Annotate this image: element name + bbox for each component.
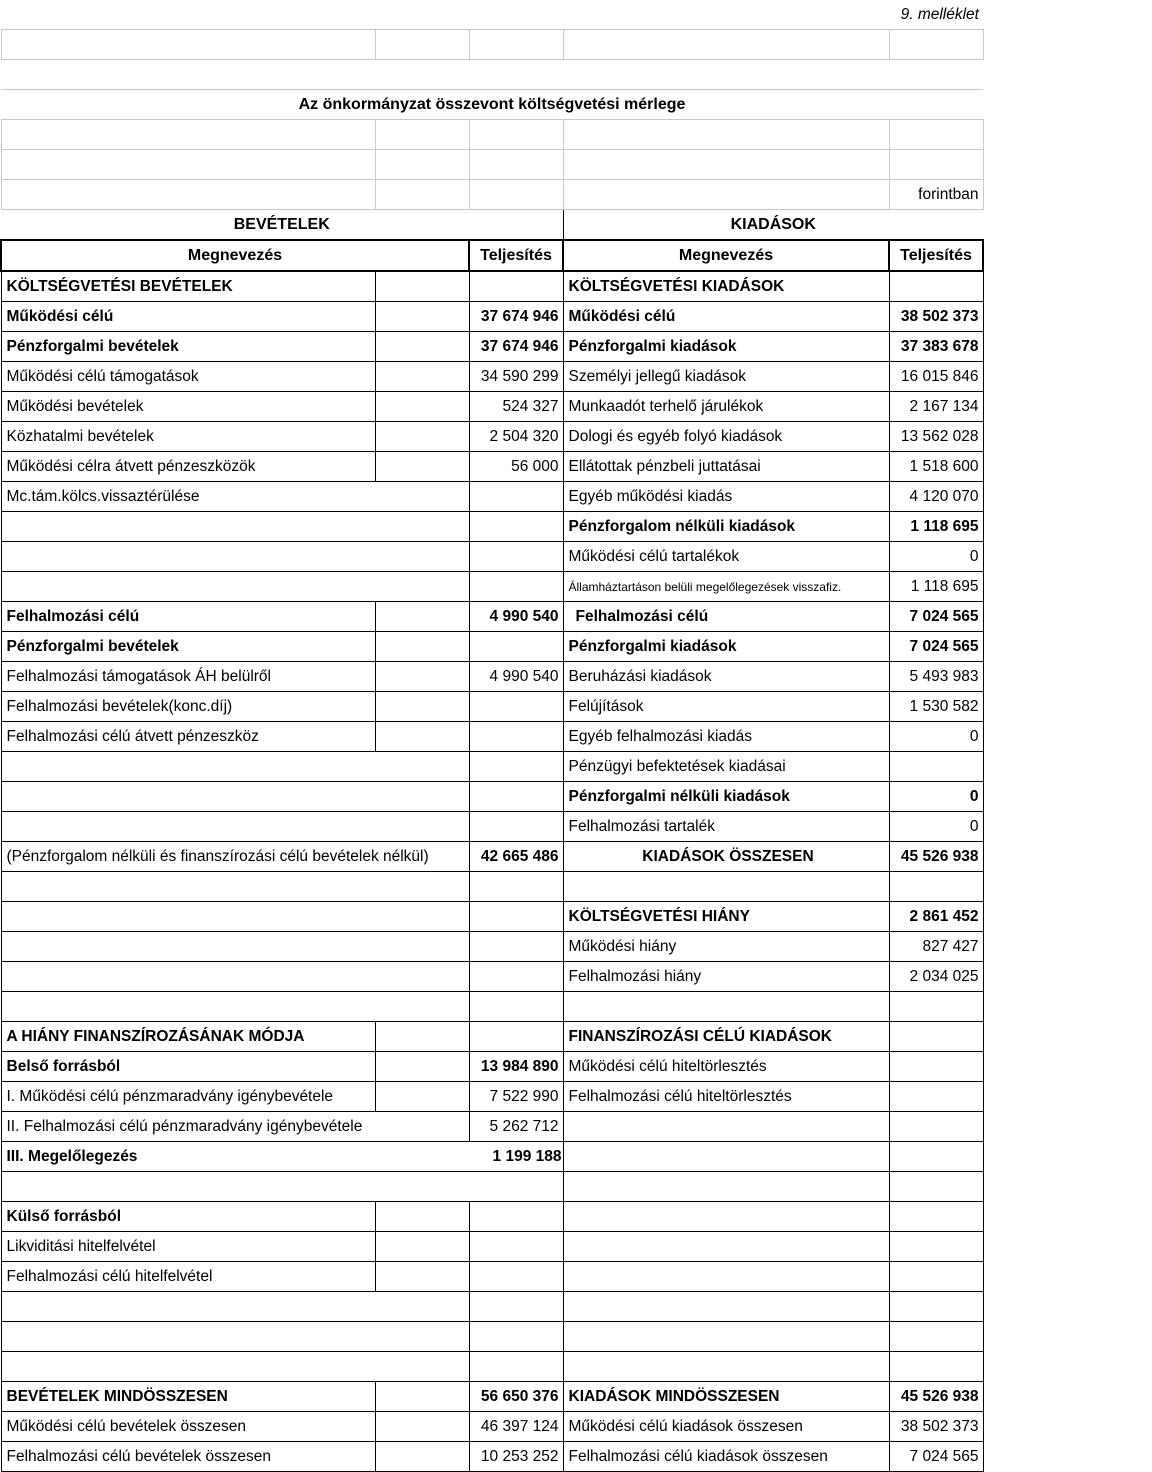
table-row — [1, 1172, 983, 1202]
spacer-row — [1, 150, 983, 180]
left-desc-cell: Felhalmozási támogatások ÁH belülről — [1, 662, 375, 692]
right-desc-cell: Államháztartáson belüli megelőlegezések visszafiz. — [563, 572, 889, 602]
left-name-column-header: Megnevezés — [1, 240, 469, 271]
empty-cell — [563, 180, 889, 210]
right-desc-cell: FINANSZÍROZÁSI CÉLÚ KIADÁSOK — [563, 1022, 889, 1052]
right-desc-cell: Dologi és egyéb folyó kiadások — [563, 422, 889, 452]
empty-cell — [1, 60, 983, 90]
left-value-cell: 37 674 946 — [469, 332, 563, 362]
table-row — [1, 812, 983, 842]
table-row — [1, 1412, 983, 1442]
left-mid-cell — [375, 452, 469, 482]
right-desc-cell: Felhalmozási célú kiadások összesen — [563, 1442, 889, 1472]
table-row — [1, 722, 983, 752]
right-value-cell — [889, 1082, 983, 1112]
right-value-cell: 1 118 695 — [889, 572, 983, 602]
attachment-row — [1, 0, 983, 30]
right-desc-cell: Felhalmozási célú — [563, 602, 889, 632]
left-value-cell — [469, 1322, 563, 1352]
right-desc-cell: Pénzforgalmi kiadások — [563, 332, 889, 362]
right-value-cell: 0 — [889, 782, 983, 812]
right-value-cell: 2 861 452 — [889, 902, 983, 932]
right-value-cell: 1 518 600 — [889, 452, 983, 482]
right-value-cell: 38 502 373 — [889, 1412, 983, 1442]
page-title: Az önkormányzat összevont költségvetési mérlege — [1, 90, 983, 120]
right-value-cell — [889, 992, 983, 1022]
right-value-cell — [889, 1202, 983, 1232]
right-desc-cell — [563, 1322, 889, 1352]
right-value-cell — [889, 1052, 983, 1082]
left-desc-cell — [1, 512, 469, 542]
right-desc-cell — [563, 1172, 889, 1202]
left-desc-cell: (Pénzforgalom nélküli és finanszírozási célú bevételek nélkül) — [1, 842, 469, 872]
left-value-cell — [469, 632, 563, 662]
left-desc-cell: I. Működési célú pénzmaradvány igénybevétele — [1, 1082, 375, 1112]
left-value-cell: 5 262 712 — [469, 1112, 563, 1142]
left-desc-cell — [1, 872, 469, 902]
empty-cell — [469, 120, 563, 150]
left-value-cell — [469, 572, 563, 602]
empty-cell — [889, 30, 983, 60]
right-value-cell: 827 427 — [889, 932, 983, 962]
left-desc-cell: KÖLTSÉGVETÉSI BEVÉTELEK — [1, 271, 375, 302]
table-row — [1, 332, 983, 362]
table-row — [1, 392, 983, 422]
empty-cell — [1, 180, 375, 210]
left-value-cell: 46 397 124 — [469, 1412, 563, 1442]
left-desc-cell — [1, 1352, 469, 1382]
right-value-cell — [889, 1112, 983, 1142]
empty-cell — [375, 150, 469, 180]
right-desc-cell: Pénzforgalmi kiadások — [563, 632, 889, 662]
left-value-cell: 4 990 540 — [469, 602, 563, 632]
spacer-row — [1, 30, 983, 60]
right-value-cell: 2 034 025 — [889, 962, 983, 992]
left-value-cell — [469, 752, 563, 782]
left-mid-cell — [375, 422, 469, 452]
right-desc-cell — [563, 1232, 889, 1262]
right-value-cell: 45 526 938 — [889, 1382, 983, 1412]
left-value-cell — [469, 482, 563, 512]
left-value-cell — [469, 902, 563, 932]
empty-cell — [375, 120, 469, 150]
table-row — [1, 1202, 983, 1232]
left-desc: III. Megelőlegezés — [6, 1147, 138, 1165]
left-value-column-header: Teljesítés — [469, 240, 563, 271]
left-desc-cell: Felhalmozási bevételek(konc.díj) — [1, 692, 375, 722]
table-row — [1, 482, 983, 512]
table-row — [1, 842, 983, 872]
right-desc-cell: Pénzforgalmi nélküli kiadások — [563, 782, 889, 812]
column-header-row — [1, 240, 983, 271]
right-value-cell: 0 — [889, 722, 983, 752]
right-value-cell: 7 024 565 — [889, 602, 983, 632]
empty-cell — [889, 120, 983, 150]
right-value-cell: 38 502 373 — [889, 302, 983, 332]
empty-cell — [469, 150, 563, 180]
left-desc-cell — [1, 542, 469, 572]
left-desc-cell: Működési célú támogatások — [1, 362, 375, 392]
right-value-cell: 1 118 695 — [889, 512, 983, 542]
left-mid-cell — [375, 1022, 469, 1052]
right-value-cell — [889, 1142, 983, 1172]
table-row — [1, 872, 983, 902]
table-row — [1, 271, 983, 302]
empty-cell — [563, 150, 889, 180]
left-desc-cell: Felhalmozási célú bevételek összesen — [1, 1442, 375, 1472]
left-value-cell — [469, 542, 563, 572]
right-desc-cell: Felhalmozási célú hiteltörlesztés — [563, 1082, 889, 1112]
table-row — [1, 962, 983, 992]
right-desc-cell — [563, 1202, 889, 1232]
table-row — [1, 452, 983, 482]
left-value-cell: 34 590 299 — [469, 362, 563, 392]
table-row — [1, 782, 983, 812]
table-row — [1, 422, 983, 452]
right-value-cell — [889, 271, 983, 302]
left-value-cell — [469, 872, 563, 902]
left-desc-cell — [1, 1292, 469, 1322]
right-desc-cell — [563, 992, 889, 1022]
left-value-cell: 4 990 540 — [469, 662, 563, 692]
right-desc-cell — [563, 1292, 889, 1322]
empty-cell — [563, 30, 889, 60]
left-mid-cell — [375, 362, 469, 392]
left-desc-cell — [1, 812, 469, 842]
left-value-cell — [469, 1232, 563, 1262]
empty-cell — [469, 30, 563, 60]
table-row — [1, 1382, 983, 1412]
left-merged-cell — [1, 1142, 563, 1172]
table-row — [1, 602, 983, 632]
empty-cell — [889, 150, 983, 180]
left-value-cell: 42 665 486 — [469, 842, 563, 872]
left-desc-cell: Működési célra átvett pénzeszközök — [1, 452, 375, 482]
left-value-cell — [469, 1292, 563, 1322]
right-desc-cell: Pénzügyi befektetések kiadásai — [563, 752, 889, 782]
right-desc-cell — [563, 1352, 889, 1382]
left-mid-cell — [375, 1232, 469, 1262]
right-value-cell: 0 — [889, 812, 983, 842]
left-mid-cell — [375, 1412, 469, 1442]
left-desc-cell — [1, 932, 469, 962]
left-mid-cell — [375, 1052, 469, 1082]
right-value-cell — [889, 752, 983, 782]
revenues-section-header: BEVÉTELEK — [1, 210, 563, 241]
left-mid-cell — [375, 692, 469, 722]
left-desc-cell: Likviditási hitelfelvétel — [1, 1232, 375, 1262]
left-merged-cell — [1, 1172, 563, 1202]
left-mid-cell — [375, 662, 469, 692]
right-value-cell — [889, 1232, 983, 1262]
right-desc-cell: Ellátottak pénzbeli juttatásai — [563, 452, 889, 482]
left-value-cell: 10 253 252 — [469, 1442, 563, 1472]
table-row — [1, 902, 983, 932]
left-value-cell — [469, 812, 563, 842]
left-desc-cell: A HIÁNY FINANSZÍROZÁSÁNAK MÓDJA — [1, 1022, 375, 1052]
right-desc-cell: KÖLTSÉGVETÉSI KIADÁSOK — [563, 271, 889, 302]
left-desc-cell — [1, 962, 469, 992]
left-mid-cell — [375, 602, 469, 632]
right-value-cell: 37 383 678 — [889, 332, 983, 362]
left-mid-cell — [375, 1382, 469, 1412]
left-mid-cell — [375, 392, 469, 422]
left-desc-cell: Pénzforgalmi bevételek — [1, 332, 375, 362]
table-row — [1, 302, 983, 332]
right-value-cell: 4 120 070 — [889, 482, 983, 512]
left-value-cell: 56 650 376 — [469, 1382, 563, 1412]
right-desc-cell: KÖLTSÉGVETÉSI HIÁNY — [563, 902, 889, 932]
table-row — [1, 662, 983, 692]
left-desc-cell: Felhalmozási célú hitelfelvétel — [1, 1262, 375, 1292]
table-row — [1, 1322, 983, 1352]
right-desc-cell: Felhalmozási tartalék — [563, 812, 889, 842]
right-value-cell — [889, 1262, 983, 1292]
left-value-cell — [469, 271, 563, 302]
table-row — [1, 1052, 983, 1082]
empty-cell — [563, 120, 889, 150]
table-row — [1, 752, 983, 782]
right-desc-cell: KIADÁSOK MINDÖSSZESEN — [563, 1382, 889, 1412]
left-desc-cell: Pénzforgalmi bevételek — [1, 632, 375, 662]
table-row — [1, 362, 983, 392]
left-mid-cell — [375, 1202, 469, 1232]
right-desc-cell: Személyi jellegű kiadások — [563, 362, 889, 392]
table-row — [1, 992, 983, 1022]
left-value-cell: 13 984 890 — [469, 1052, 563, 1082]
table-row — [1, 932, 983, 962]
table-row — [1, 692, 983, 722]
left-desc-cell: Közhatalmi bevételek — [1, 422, 375, 452]
left-value-cell — [469, 722, 563, 752]
table-row — [1, 1142, 983, 1172]
left-value-cell: 56 000 — [469, 452, 563, 482]
table-body — [1, 0, 983, 1472]
table-row — [1, 1232, 983, 1262]
left-desc-cell: BEVÉTELEK MINDÖSSZESEN — [1, 1382, 375, 1412]
unit-row — [1, 180, 983, 210]
spacer-row — [1, 120, 983, 150]
left-desc-cell: Működési bevételek — [1, 392, 375, 422]
left-value-cell — [469, 932, 563, 962]
left-desc-cell: Működési célú — [1, 302, 375, 332]
left-value-cell: 7 522 990 — [469, 1082, 563, 1112]
right-value-cell: 0 — [889, 542, 983, 572]
right-desc-cell: Felújítások — [563, 692, 889, 722]
left-value-cell: 524 327 — [469, 392, 563, 422]
right-desc-cell: Működési célú kiadások összesen — [563, 1412, 889, 1442]
right-desc-cell — [563, 872, 889, 902]
right-value-cell: 45 526 938 — [889, 842, 983, 872]
right-value-cell: 16 015 846 — [889, 362, 983, 392]
left-value-cell — [469, 1202, 563, 1232]
table-row — [1, 572, 983, 602]
left-mid-cell — [375, 632, 469, 662]
left-mid-cell — [375, 271, 469, 302]
left-mid-cell — [375, 302, 469, 332]
left-value-cell — [469, 692, 563, 722]
left-value-cell — [469, 512, 563, 542]
left-desc-cell: Külső forrásból — [1, 1202, 375, 1232]
right-desc-cell — [563, 1262, 889, 1292]
left-value-cell — [469, 992, 563, 1022]
left-desc-cell — [1, 902, 469, 932]
expenditures-section-header: KIADÁSOK — [563, 210, 983, 241]
unit-label: forintban — [889, 180, 983, 210]
left-desc-cell: Működési célú bevételek összesen — [1, 1412, 375, 1442]
right-value-cell: 7 024 565 — [889, 632, 983, 662]
right-value-cell: 13 562 028 — [889, 422, 983, 452]
left-mid-cell — [375, 1082, 469, 1112]
right-desc-cell: Egyéb felhalmozási kiadás — [563, 722, 889, 752]
table-row — [1, 1112, 983, 1142]
left-value-cell: 37 674 946 — [469, 302, 563, 332]
right-value-cell — [889, 872, 983, 902]
left-mid-cell — [375, 1262, 469, 1292]
right-desc-cell — [563, 1112, 889, 1142]
left-desc-cell — [1, 572, 469, 602]
right-value-cell: 2 167 134 — [889, 392, 983, 422]
left-desc-cell: Felhalmozási célú átvett pénzeszköz — [1, 722, 375, 752]
right-desc-cell: Munkaadót terhelő járulékok — [563, 392, 889, 422]
right-desc-cell: Beruházási kiadások — [563, 662, 889, 692]
left-desc-cell: Belső forrásból — [1, 1052, 375, 1082]
section-header-row — [1, 210, 983, 241]
title-row — [1, 90, 983, 120]
table-row — [1, 542, 983, 572]
left-value-cell — [469, 782, 563, 812]
right-desc-cell: Működési hiány — [563, 932, 889, 962]
left-value-cell: 2 504 320 — [469, 422, 563, 452]
left-value-cell — [469, 1352, 563, 1382]
left-desc-cell — [1, 782, 469, 812]
right-value-cell — [889, 1022, 983, 1052]
table-row — [1, 1352, 983, 1382]
empty-cell — [375, 30, 469, 60]
left-value: 1 199 188 — [492, 1147, 562, 1165]
left-value-cell — [469, 1022, 563, 1052]
right-value-cell — [889, 1322, 983, 1352]
empty-cell — [1, 30, 375, 60]
left-desc-cell — [1, 992, 469, 1022]
left-mid-cell — [375, 1442, 469, 1472]
empty-cell — [375, 180, 469, 210]
right-desc-cell: Működési célú tartalékok — [563, 542, 889, 572]
empty-cell — [1, 150, 375, 180]
right-value-cell: 7 024 565 — [889, 1442, 983, 1472]
left-desc-cell: II. Felhalmozási célú pénzmaradvány igénybevétele — [1, 1112, 469, 1142]
spacer-row — [1, 60, 983, 90]
left-value-cell — [469, 1262, 563, 1292]
right-name-column-header: Megnevezés — [563, 240, 889, 271]
left-desc-cell — [1, 1322, 469, 1352]
right-desc-cell: KIADÁSOK ÖSSZESEN — [563, 842, 889, 872]
table-row — [1, 512, 983, 542]
right-value-cell: 5 493 983 — [889, 662, 983, 692]
table-row — [1, 1022, 983, 1052]
table-row — [1, 1082, 983, 1112]
right-value-cell — [889, 1172, 983, 1202]
table-row — [1, 1442, 983, 1472]
right-desc-cell: Pénzforgalom nélküli kiadások — [563, 512, 889, 542]
empty-cell — [469, 180, 563, 210]
table-row — [1, 632, 983, 662]
right-desc-cell: Működési célú hiteltörlesztés — [563, 1052, 889, 1082]
table-row — [1, 1292, 983, 1322]
right-desc-cell: Működési célú — [563, 302, 889, 332]
right-desc-cell — [563, 1142, 889, 1172]
left-desc-cell: Felhalmozási célú — [1, 602, 375, 632]
right-desc-cell: Felhalmozási hiány — [563, 962, 889, 992]
attachment-label: 9. melléklet — [1, 0, 983, 30]
right-value-cell: 1 530 582 — [889, 692, 983, 722]
left-mid-cell — [375, 332, 469, 362]
left-desc-cell: Mc.tám.kölcs.vissaztérülése — [1, 482, 469, 512]
left-mid-cell — [375, 722, 469, 752]
empty-cell — [1, 120, 375, 150]
right-value-cell — [889, 1352, 983, 1382]
left-desc-cell — [1, 752, 469, 782]
right-desc-cell: Egyéb működési kiadás — [563, 482, 889, 512]
left-value-cell — [469, 962, 563, 992]
right-value-cell — [889, 1292, 983, 1322]
table-row — [1, 1262, 983, 1292]
right-value-column-header: Teljesítés — [889, 240, 983, 271]
